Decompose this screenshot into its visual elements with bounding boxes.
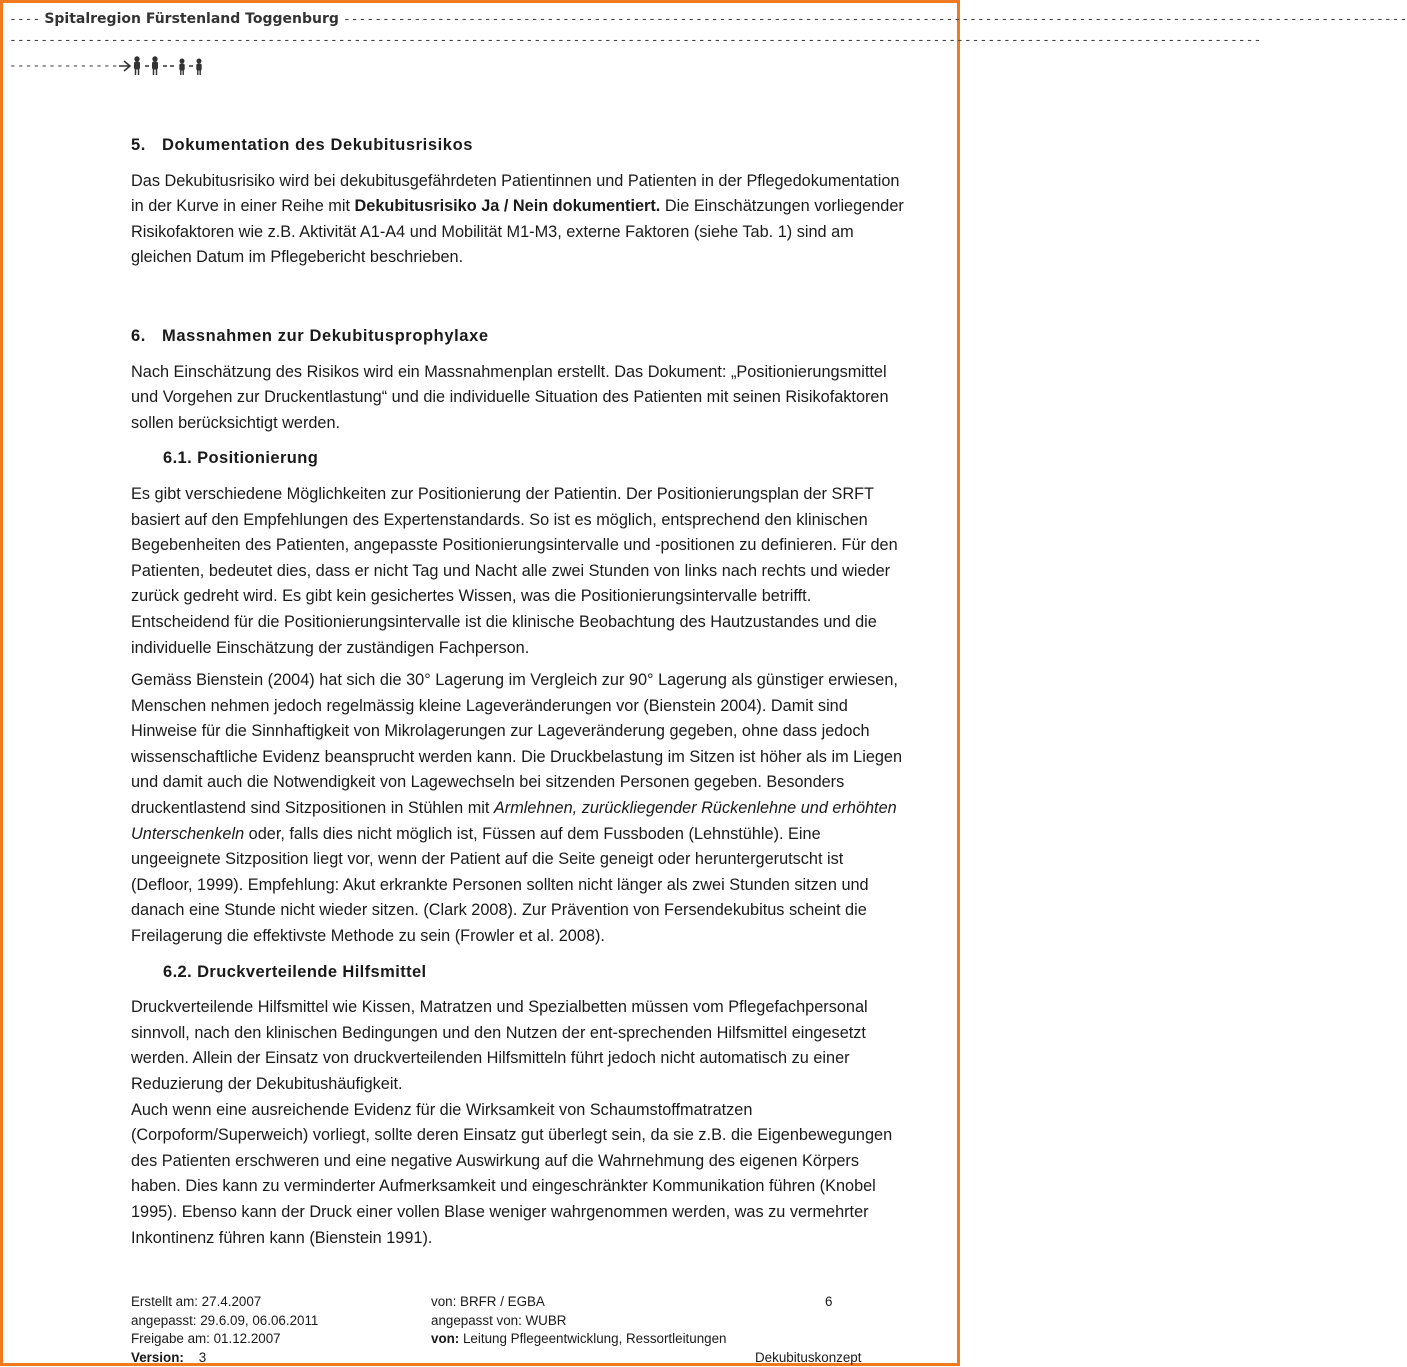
header-lead-dashes: ---- (9, 12, 40, 27)
footer-version-value: 3 (199, 1350, 206, 1365)
section-6-1-text-a: Gemäss Bienstein (2004) hat sich die 30° Lagerung im Vergleich zur 90° Lagerung als günstiger erwiesen, Menschen nehmen jedoch regelmässig kleine Lageveränderungen vor (Bienstein 2004). Damit sind Hinweise für die Sinnhaftigkeit von Mikrolagerungen zur Lageveränderung gegeben, ohne dass jedoch wissenschaftliche Evidenz beansprucht werden kann. Die Druckbelastung im Sitzen ist höher als im Liegen und damit auch die Notwendigkeit von Lagewechseln bei sitzenden Personen gegeben. Besonders druckentlastend sind Sitzpositionen in Stühlen mit (131, 671, 902, 817)
footer-doc-name: Dekubituskonzept (755, 1349, 861, 1367)
footer-left (131, 1293, 318, 1367)
footer-responsible-label: von: (431, 1331, 459, 1346)
document-body (131, 133, 907, 1251)
footer-adapted-by: angepasst von: WUBR (431, 1312, 727, 1331)
section-6-1-heading: 6.1. Positionierung (131, 446, 907, 472)
section-5-number: 5. (131, 133, 162, 159)
header-row-3 (9, 55, 951, 77)
section-6-1-paragraph-1: Es gibt verschiedene Möglichkeiten zur Positionierung der Patientin. Der Positionierungsplan der SRFT basiert auf den Empfehlungen des Expertenstandards. So ist es möglich, entsprechend den klinischen Begebenheiten des Patienten, angepasste Positionierungsintervalle und -positionen zu definieren. Für den Patienten, bedeutet dies, dass er nicht Tag und Nacht alle zwei Stunden von links nach rechts und wieder zurück gedreht wird. Es gibt kein gesichertes Wissen, was die Positionierungsintervalle betrifft. Entscheidend für die Positionierungsintervalle ist die klinische Beobachtung des Hautzustandes und die individuelle Einschätzung der zuständigen Fachperson. (131, 482, 907, 661)
section-6-1-paragraph-2 (131, 668, 907, 950)
section-6-paragraph: Nach Einschätzung des Risikos wird ein Massnahmenplan erstellt. Das Dokument: „Positionierungsmittel und Vorgehen zur Druckentlastung“ und die individuelle Situation des Patienten mit seinen Risikofaktoren sollen berücksichtigt werden. (131, 360, 907, 437)
section-5-text-a: Das Dekubitusrisiko wird bei dekubitusgefährdeten Patientinnen und Patienten in der Pflegedokumentation in der Kurve in einer Reihe mit (131, 172, 899, 216)
org-name: Spitalregion Fürstenland Toggenburg (40, 11, 343, 27)
section-6-2-heading: 6.2. Druckverteilende Hilfsmittel (131, 960, 907, 986)
section-5-paragraph (131, 169, 907, 271)
header-row-2 (9, 33, 951, 48)
section-5-text-bold: Dekubitusrisiko Ja / Nein dokumentiert. (355, 197, 661, 215)
footer-middle (431, 1293, 727, 1349)
section-6-2-paragraph-2: Auch wenn eine ausreichende Evidenz für die Wirksamkeit von Schaumstoffmatratzen (Corpoform/Superweich) vorliegt, sollte deren Einsatz gut überlegt sein, da sie z.B. die Eigenbewegungen des Patienten erschweren und eine negative Auswirkung auf die Wahrnehmung des eigenen Körpers haben. Dies kann zu verminderter Aufmerksamkeit und eingeschränkter Kommunikation führen (Knobel 1995). Ebenso kann der Druck einer vollen Blase weniger wahrgenommen werden, was zu vermehrter Inkontinenz führen kann (Bienstein 1991). (131, 1098, 907, 1252)
section-5-text-b: Die Einschätzungen vorliegender Risikofaktoren wie z.B. Aktivität A1-A4 und Mobilität M1-M3, externe Faktoren (siehe Tab. 1) sind am gleichen Datum im Pflegebericht beschrieben. (131, 197, 904, 266)
footer-responsible (431, 1330, 727, 1349)
section-6-1-text-italic: Armlehnen, zurückliegender Rückenlehne und erhöhten Unterschenkeln (131, 799, 897, 843)
header-trail-dashes: ---------------------------------------------------------------------------------------------------------------------------------------- (343, 12, 1407, 27)
footer-version (131, 1349, 318, 1367)
header-row3-dashes: -------------- (9, 59, 119, 74)
footer-released: Freigabe am: 01.12.2007 (131, 1330, 318, 1349)
section-6-heading (131, 324, 907, 350)
footer-adapted: angepasst: 29.6.09, 06.06.2011 (131, 1312, 318, 1331)
footer-responsible-value: Leitung Pflegeentwicklung, Ressortleitungen (459, 1331, 726, 1346)
footer-page-number: 6 (825, 1293, 832, 1312)
header-row2-dashes: ---------------------------------------------------------------------------------------------------------------------------------------------------------------- (9, 33, 1261, 48)
footer-by: von: BRFR / EGBA (431, 1293, 727, 1312)
header-row-1 (9, 11, 951, 27)
section-5-heading (131, 133, 907, 159)
footer-created: Erstellt am: 27.4.2007 (131, 1293, 318, 1312)
section-5-title: Dokumentation des Dekubitusrisikos (162, 136, 473, 154)
footer-version-label: Version: (131, 1350, 184, 1365)
section-6-number: 6. (131, 324, 162, 350)
section-6-1-text-b: oder, falls dies nicht möglich ist, Füssen auf dem Fussboden (Lehnstühle). Eine ungeeignete Sitzposition liegt vor, wenn der Patient auf die Seite geneigt oder heruntergerutscht ist (Defloor, 1999). Empfehlung: Akut erkrankte Personen sollten nicht länger als zwei Stunden sitzen und danach eine Stunde nicht wieder sitzen. (Clark 2008). Zur Prävention von Fersendekubitus scheint die Freilagerung die effektivste Methode zu sein (Frowler et al. 2008). (131, 825, 869, 945)
section-6-title: Massnahmen zur Dekubitusprophylaxe (162, 327, 489, 345)
patient-figures-icon (119, 55, 211, 77)
section-6-2-paragraph-1: Druckverteilende Hilfsmittel wie Kissen, Matratzen und Spezialbetten müssen vom Pflegefachpersonal sinnvoll, nach den klinischen Bedingungen und den Nutzen der ent-sprechenden Hilfsmittel eingesetzt werden. Allein der Einsatz von druckverteilenden Hilfsmitteln führt jedoch nicht automatisch zu einer Reduzierung der Dekubitushäufigkeit. (131, 995, 907, 1097)
